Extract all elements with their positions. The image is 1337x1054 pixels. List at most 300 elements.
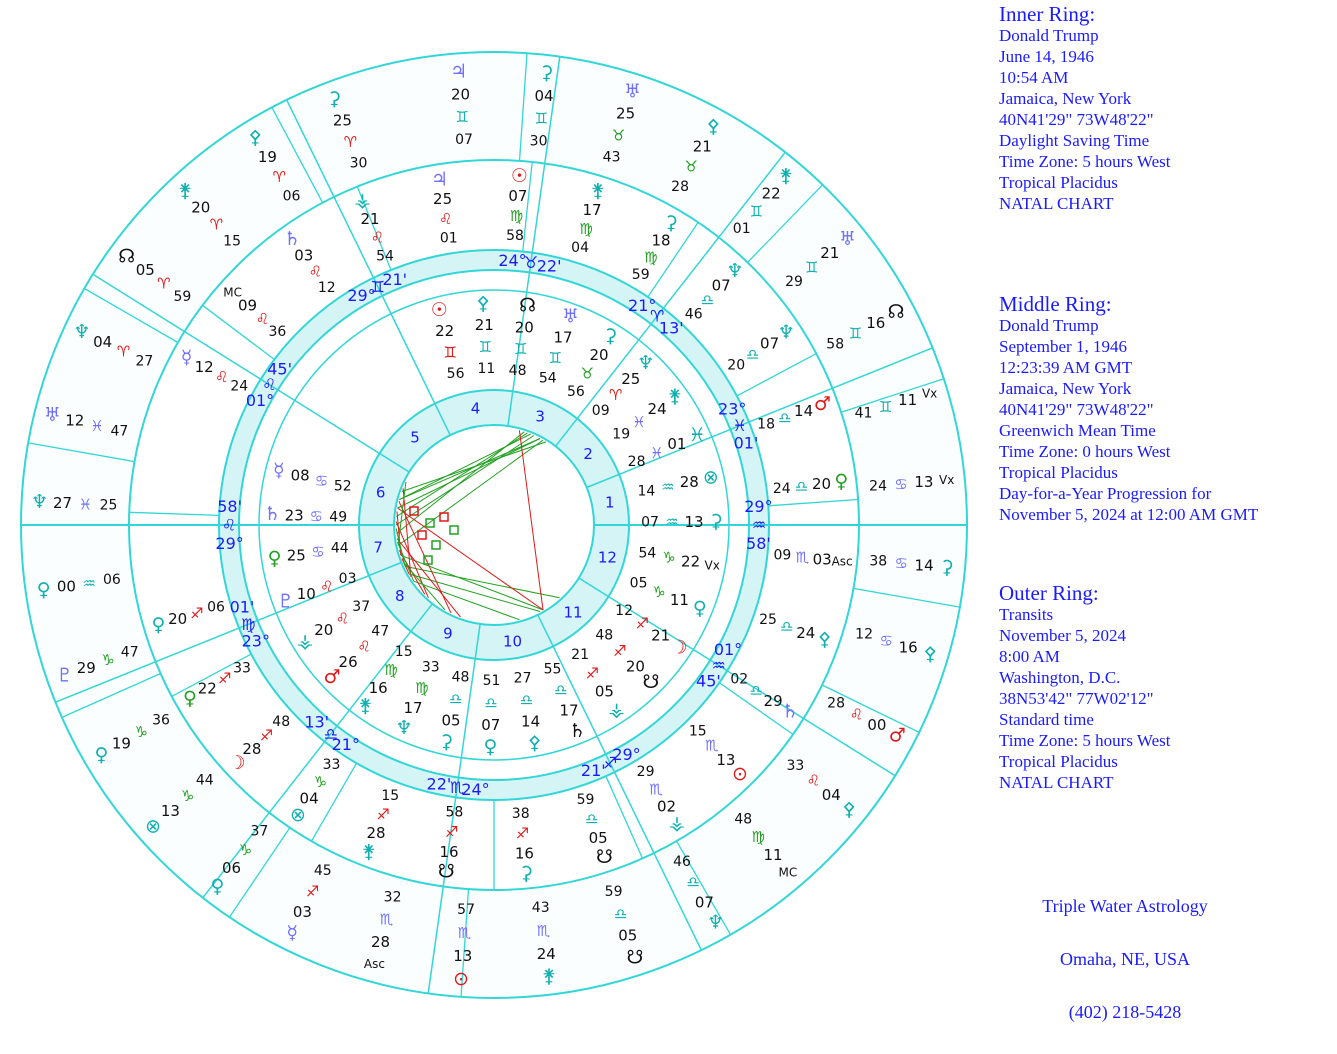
planet-sign: ♊ xyxy=(805,258,819,277)
planet-sign: ♓ xyxy=(650,443,664,462)
planet-glyph: Vx xyxy=(704,558,720,573)
cusp-sign: ♏ xyxy=(449,777,465,797)
planet-degree: 16 xyxy=(368,679,388,698)
cusp-sign: ♒ xyxy=(751,515,767,535)
planet-degree: 24 xyxy=(536,944,556,963)
middle-ring-title: Middle Ring: xyxy=(999,292,1112,316)
planet-glyph: ♅ xyxy=(43,404,62,426)
planet-minute: 28 xyxy=(827,695,846,712)
planet-minute: 43 xyxy=(602,149,621,166)
planet-minute: 47 xyxy=(110,423,129,440)
planet-minute: 24 xyxy=(772,481,791,498)
cusp-minute: 01' xyxy=(229,597,255,617)
planet-minute: 46 xyxy=(673,854,691,871)
planet-glyph: ☿ xyxy=(286,921,299,944)
planet-degree: 00 xyxy=(56,577,76,596)
planet-glyph: ♄ xyxy=(283,228,301,250)
planet-sign: ♈ xyxy=(209,215,224,234)
planet-glyph: ♀ xyxy=(834,470,849,493)
planet-sign: ♓ xyxy=(632,413,646,431)
planet-minute: 04 xyxy=(571,240,590,257)
planet-sign: ♎ xyxy=(449,689,463,708)
house-number: 9 xyxy=(443,624,453,643)
planet-sign: ♑ xyxy=(238,840,253,859)
info-line: Jamaica, New York xyxy=(999,89,1132,108)
planet-minute: 37 xyxy=(352,598,371,615)
info-line: Greenwich Mean Time xyxy=(999,421,1156,440)
planet-glyph: MC xyxy=(778,865,798,880)
planet-degree: 13 xyxy=(160,802,180,821)
cusp-minute: 21' xyxy=(580,761,606,781)
planet-sign: ♏ xyxy=(457,923,472,942)
planet-sign: ♈ xyxy=(608,386,623,405)
planet-degree: 17 xyxy=(403,698,423,717)
planet-glyph: ⚴ xyxy=(817,628,832,651)
planet-sign: ♋ xyxy=(894,475,908,494)
planet-glyph: ♆ xyxy=(707,911,725,934)
planet-degree: 14 xyxy=(794,401,814,420)
planet-sign: ♐ xyxy=(190,604,204,623)
planet-glyph: ♓ xyxy=(688,424,706,447)
planet-minute: 48 xyxy=(734,811,753,828)
planet-minute: 36 xyxy=(152,712,170,729)
planet-degree: 26 xyxy=(338,652,358,671)
planet-sign: ♎ xyxy=(686,873,700,892)
info-line: Tropical Placidus xyxy=(999,463,1118,482)
planet-sign: ♎ xyxy=(484,694,498,712)
planet-minute: 44 xyxy=(330,540,349,557)
planet-minute: 58 xyxy=(506,227,524,244)
planet-degree: 25 xyxy=(616,104,636,123)
planet-glyph: ♅ xyxy=(839,227,857,250)
planet-minute: 28 xyxy=(627,453,646,470)
planet-sign: ♌ xyxy=(357,637,371,656)
planet-minute: 25 xyxy=(759,612,777,628)
planet-degree: 19 xyxy=(257,148,277,167)
planet-minute: 54 xyxy=(376,248,394,265)
planet-degree: 00 xyxy=(867,716,887,734)
planet-glyph: ♂ xyxy=(888,724,906,747)
planet-minute: 07 xyxy=(455,132,473,149)
planet-degree: 03 xyxy=(812,550,832,569)
planet-sign: ♌ xyxy=(214,367,229,386)
planet-degree: 20 xyxy=(168,610,188,629)
planet-degree: 17 xyxy=(582,200,602,219)
planet-minute: 01 xyxy=(732,221,751,237)
planet-glyph: ♇ xyxy=(277,590,295,613)
info-line: 10:54 AM xyxy=(999,68,1069,87)
cusp-sign: ♐ xyxy=(603,753,618,773)
planet-degree: 21 xyxy=(692,137,712,156)
planet-sign: ♎ xyxy=(700,291,715,310)
planet-degree: 28 xyxy=(366,824,386,843)
planet-sign: ♎ xyxy=(749,681,763,700)
planet-minute: 12 xyxy=(615,603,634,620)
planet-minute: 54 xyxy=(538,370,557,387)
planet-minute: 29 xyxy=(785,274,803,291)
planet-degree: 04 xyxy=(93,332,113,351)
planet-degree: 20 xyxy=(314,621,334,639)
cusp-degree: 01° xyxy=(713,639,743,659)
planet-sign: ♏ xyxy=(536,922,551,940)
planet-degree: 16 xyxy=(898,638,918,657)
info-line: Tropical Placidus xyxy=(999,752,1118,771)
house-number: 8 xyxy=(395,587,405,605)
planet-sign: ♎ xyxy=(613,904,628,923)
planet-degree: 14 xyxy=(521,712,541,731)
info-line: November 5, 2024 xyxy=(999,626,1127,645)
business-location: Omaha, NE, USA xyxy=(1060,949,1190,969)
planet-minute: 07 xyxy=(641,514,659,531)
planet-sign: ♓ xyxy=(78,495,93,514)
planet-minute: 02 xyxy=(730,671,749,688)
planet-glyph: ⚶ xyxy=(668,812,686,835)
planet-degree: 28 xyxy=(370,932,391,951)
planet-sign: ♋ xyxy=(879,632,893,651)
planet-glyph: ♇ xyxy=(56,664,74,687)
info-line: Donald Trump xyxy=(999,26,1099,45)
planet-glyph: ⚴ xyxy=(706,115,721,138)
planet-glyph: ♃ xyxy=(430,168,449,191)
planet-minute: 48 xyxy=(595,627,614,644)
planet-minute: 29 xyxy=(636,764,655,781)
planet-glyph: ♄ xyxy=(781,700,799,723)
planet-sign: ♏ xyxy=(705,736,719,755)
planet-glyph: ♆ xyxy=(73,321,91,344)
outer-ring-panel xyxy=(999,582,1329,793)
planet-degree: 25 xyxy=(286,546,306,565)
planet-minute: 52 xyxy=(333,478,352,495)
house-number: 5 xyxy=(410,428,420,447)
planet-sign: ♌ xyxy=(438,209,453,228)
outer-ring-title: Outer Ring: xyxy=(999,581,1099,605)
planet-minute: 06 xyxy=(207,599,225,616)
planet-minute: 25 xyxy=(99,497,118,514)
planet-glyph: ⚵ xyxy=(591,179,605,202)
planet-minute: 06 xyxy=(282,188,301,205)
planet-sign: ♋ xyxy=(314,472,329,491)
planet-minute: 15 xyxy=(688,723,707,740)
planet-degree: 03 xyxy=(292,903,312,922)
planet-minute: 47 xyxy=(120,644,139,661)
planet-minute: 54 xyxy=(638,545,657,562)
planet-glyph: ☽ xyxy=(228,751,246,774)
planet-glyph: ♀ xyxy=(267,547,282,570)
cusp-sign: ♎ xyxy=(323,724,338,744)
planet-degree: 20 xyxy=(450,85,471,104)
planet-glyph: ⊙ xyxy=(731,763,748,785)
planet-sign: ♎ xyxy=(519,691,534,709)
planet-glyph: ⚳ xyxy=(539,62,554,85)
planet-glyph: ♆ xyxy=(726,260,744,283)
planet-minute: 06 xyxy=(102,572,121,589)
cusp-sign: ♍ xyxy=(241,614,256,634)
planet-glyph: ⚶ xyxy=(354,189,371,212)
planet-degree: 07 xyxy=(760,334,780,353)
planet-glyph: Asc xyxy=(363,957,385,971)
planet-degree: 25 xyxy=(433,190,453,208)
planet-degree: 27 xyxy=(52,494,73,513)
planet-minute: 59 xyxy=(173,289,192,306)
planet-glyph: ♆ xyxy=(777,321,795,344)
planet-glyph: ⚴ xyxy=(923,643,938,666)
planet-glyph: ☋ xyxy=(437,860,455,883)
planet-glyph: ♀ xyxy=(483,736,498,758)
planet-degree: 20 xyxy=(625,657,645,676)
planet-degree: 12 xyxy=(65,411,85,430)
planet-degree: 29 xyxy=(763,692,783,710)
planet-glyph: ☊ xyxy=(118,245,136,268)
planet-sign: ♏ xyxy=(649,780,663,799)
cusp-degree: 29° xyxy=(612,745,641,764)
info-line: Transits xyxy=(999,605,1054,624)
planet-degree: 11 xyxy=(763,845,783,864)
middle-ring-lines xyxy=(999,315,1329,525)
planet-minute: 27 xyxy=(135,353,154,370)
planet-sign: ♐ xyxy=(585,664,600,683)
planet-glyph: ♀ xyxy=(94,744,109,767)
info-line: Jamaica, New York xyxy=(999,379,1132,398)
cusp-degree: 29° xyxy=(215,534,244,553)
info-line: November 5, 2024 at 12:00 AM GMT xyxy=(999,505,1259,524)
planet-degree: 04 xyxy=(534,86,554,105)
info-line: Standard time xyxy=(999,710,1094,729)
planet-sign: ♌ xyxy=(308,262,323,281)
planet-minute: 58 xyxy=(826,336,845,353)
planet-sign: ♒ xyxy=(82,574,96,593)
planet-degree: 29 xyxy=(76,658,96,677)
planet-sign: ♉ xyxy=(580,364,595,383)
planet-minute: 32 xyxy=(383,889,402,906)
info-line: NATAL CHART xyxy=(999,194,1114,213)
info-line: 40N41'29" 73W48'22" xyxy=(999,110,1154,129)
planet-minute: 33 xyxy=(786,758,805,775)
planet-sign: ♒ xyxy=(661,477,675,496)
planet-minute: 59 xyxy=(631,266,650,283)
planet-sign: ♊ xyxy=(548,348,563,367)
planet-degree: 17 xyxy=(553,328,573,347)
planet-degree: 10 xyxy=(296,585,316,603)
planet-glyph: ☿ xyxy=(180,346,193,369)
cusp-sign: ♒ xyxy=(711,655,726,675)
planet-minute: 48 xyxy=(451,669,470,686)
cusp-minute: 13' xyxy=(304,712,330,732)
planet-minute: 05 xyxy=(629,575,648,592)
planet-glyph: ⚵ xyxy=(358,695,373,717)
planet-sign: ♒ xyxy=(665,513,679,532)
planet-minute: 48 xyxy=(272,714,291,730)
cusp-degree: 01° xyxy=(245,391,275,411)
planet-degree: 02 xyxy=(656,797,677,816)
cusp-minute: 01' xyxy=(733,433,759,453)
planet-sign: ♍ xyxy=(415,678,429,697)
planet-glyph: ⚶ xyxy=(608,699,625,722)
planet-degree: 01 xyxy=(667,435,687,453)
planet-sign: ♑ xyxy=(313,772,328,791)
planet-minute: 19 xyxy=(612,426,631,443)
planet-degree: 05 xyxy=(135,261,155,279)
planet-sign: ♊ xyxy=(443,343,457,362)
info-line: Time Zone: 0 hours West xyxy=(999,442,1171,461)
planet-sign: ♐ xyxy=(217,669,232,688)
planet-degree: 25 xyxy=(621,370,641,389)
planet-degree: 04 xyxy=(821,785,841,804)
middle-ring-panel xyxy=(999,293,1329,525)
planet-degree: 22 xyxy=(681,552,701,571)
planet-degree: 06 xyxy=(221,859,242,878)
planet-minute: 46 xyxy=(684,306,703,323)
business-phone: (402) 218-5428 xyxy=(1068,1002,1182,1022)
aspect-circle xyxy=(394,425,594,625)
planet-glyph: ♆ xyxy=(395,717,413,739)
planet-degree: 20 xyxy=(811,475,832,494)
house-number: 12 xyxy=(597,548,617,567)
cusp-degree: 24° xyxy=(461,779,490,799)
planet-sign: ♊ xyxy=(455,108,469,127)
planet-degree: 07 xyxy=(508,186,528,205)
planet-glyph: ⚵ xyxy=(668,385,682,408)
planet-sign: ♑ xyxy=(662,548,676,567)
cusp-minute: 22' xyxy=(536,256,562,276)
planet-glyph: ⚳ xyxy=(940,556,954,579)
planet-sign: ♌ xyxy=(255,309,270,328)
planet-glyph: ⚳ xyxy=(709,510,723,533)
planet-sign: ♌ xyxy=(370,228,385,247)
planet-degree: 20 xyxy=(514,318,534,337)
planet-minute: 33 xyxy=(233,660,251,677)
cusp-minute: 21' xyxy=(382,269,408,289)
planet-sign: ♐ xyxy=(635,614,650,633)
house-number: 3 xyxy=(535,407,545,426)
planet-sign: ♋ xyxy=(894,554,908,573)
planet-sign: ♌ xyxy=(335,609,350,628)
planet-glyph: ☋ xyxy=(596,846,613,869)
planet-minute: 37 xyxy=(250,823,269,840)
planet-sign: ♐ xyxy=(515,824,530,843)
planet-degree: 07 xyxy=(711,276,731,295)
planet-minute: 15 xyxy=(394,644,413,661)
planet-minute: 55 xyxy=(543,661,562,678)
planet-degree: 16 xyxy=(514,844,534,863)
planet-degree: 04 xyxy=(299,789,319,808)
info-line: 40N41'29" 73W48'22" xyxy=(999,400,1154,419)
planet-sign: ♏ xyxy=(795,548,810,567)
planet-sign: ♊ xyxy=(534,109,549,128)
planet-sign: ♎ xyxy=(794,477,809,496)
info-line: September 1, 1946 xyxy=(999,337,1127,356)
planet-sign: ♓ xyxy=(90,417,104,436)
planet-minute: 12 xyxy=(855,626,874,643)
planet-degree: 07 xyxy=(481,716,501,734)
info-line: 8:00 AM xyxy=(999,647,1060,666)
planet-glyph: ♆ xyxy=(637,352,655,374)
cusp-degree: 29° xyxy=(347,286,376,305)
planet-glyph: ⚳ xyxy=(664,212,679,235)
planet-sign: ♊ xyxy=(749,202,764,221)
planet-glyph: ☽ xyxy=(670,636,688,659)
planet-minute: 15 xyxy=(223,233,242,250)
planet-degree: 05 xyxy=(618,926,638,945)
planet-degree: 21 xyxy=(651,626,671,645)
planet-glyph: ⚴ xyxy=(248,126,263,149)
planet-glyph: Vx xyxy=(939,472,955,487)
planet-glyph: ⚳ xyxy=(519,862,534,885)
planet-minute: 30 xyxy=(529,133,548,150)
planet-degree: 14 xyxy=(914,556,934,575)
planet-glyph: ⚶ xyxy=(297,630,314,653)
planet-degree: 17 xyxy=(559,701,579,720)
planet-minute: 44 xyxy=(195,772,214,789)
planet-glyph: ♀ xyxy=(210,875,225,898)
planet-sign: ♍ xyxy=(509,206,524,225)
cusp-sign: ♌ xyxy=(262,375,277,395)
cusp-degree: 23° xyxy=(241,631,270,651)
house-number: 10 xyxy=(502,632,523,651)
planet-minute: 43 xyxy=(531,900,550,917)
planet-minute: 24 xyxy=(869,478,888,495)
planet-minute: 48 xyxy=(508,362,527,379)
planet-minute: 45 xyxy=(313,863,332,879)
planet-glyph: ♆ xyxy=(31,491,49,514)
planet-minute: 33 xyxy=(421,659,440,676)
planet-degree: 13 xyxy=(914,473,934,492)
cusp-sign: ♌ xyxy=(221,515,237,535)
inner-ring-panel xyxy=(999,3,1329,214)
planet-sign: ♐ xyxy=(376,805,390,824)
planet-minute: 21 xyxy=(571,647,590,664)
planet-sign: ♍ xyxy=(384,661,398,680)
planet-sign: ♌ xyxy=(320,577,334,596)
planet-minute: 30 xyxy=(349,155,368,172)
planet-sign: ♋ xyxy=(311,542,325,561)
planet-minute: 38 xyxy=(511,805,530,822)
planet-sign: ♎ xyxy=(585,810,599,829)
planet-glyph: ⚵ xyxy=(178,179,193,202)
house-number: 4 xyxy=(470,399,481,418)
planet-minute: 27 xyxy=(513,670,532,687)
planet-sign: ♊ xyxy=(878,397,893,416)
cusp-degree: 21° xyxy=(331,735,360,755)
planet-glyph: ⊗ xyxy=(145,815,162,838)
planet-minute: 03 xyxy=(338,570,357,587)
planet-sign: ♐ xyxy=(305,882,320,901)
planet-degree: 16 xyxy=(866,313,886,332)
info-line: 12:23:39 AM GMT xyxy=(999,358,1133,377)
cusp-sign: ♓ xyxy=(732,416,747,436)
planet-sign: ♑ xyxy=(101,651,115,670)
planet-minute: 58 xyxy=(445,804,464,821)
info-line: Washington, D.C. xyxy=(999,668,1121,687)
planet-minute: 56 xyxy=(446,365,465,382)
planet-glyph: ☊ xyxy=(887,301,905,324)
planet-sign: ♈ xyxy=(272,167,287,186)
info-line: June 14, 1946 xyxy=(999,47,1094,66)
planet-glyph: ☋ xyxy=(626,946,644,969)
planet-degree: 21 xyxy=(820,244,840,263)
info-line: NATAL CHART xyxy=(999,773,1114,792)
planet-minute: 33 xyxy=(322,757,341,774)
cusp-degree: 23° xyxy=(718,399,747,419)
info-line: Day-for-a-Year Progression for xyxy=(999,484,1212,503)
planet-glyph: ⊙ xyxy=(453,967,470,990)
planet-minute: 01 xyxy=(439,230,458,247)
info-line: Donald Trump xyxy=(999,316,1099,335)
inner-ring-lines xyxy=(999,25,1329,214)
cusp-sign: ♊ xyxy=(370,277,385,297)
cusp-minute: 45' xyxy=(696,671,721,691)
planet-minute: 47 xyxy=(371,623,390,640)
planet-glyph: ♄ xyxy=(263,503,281,526)
